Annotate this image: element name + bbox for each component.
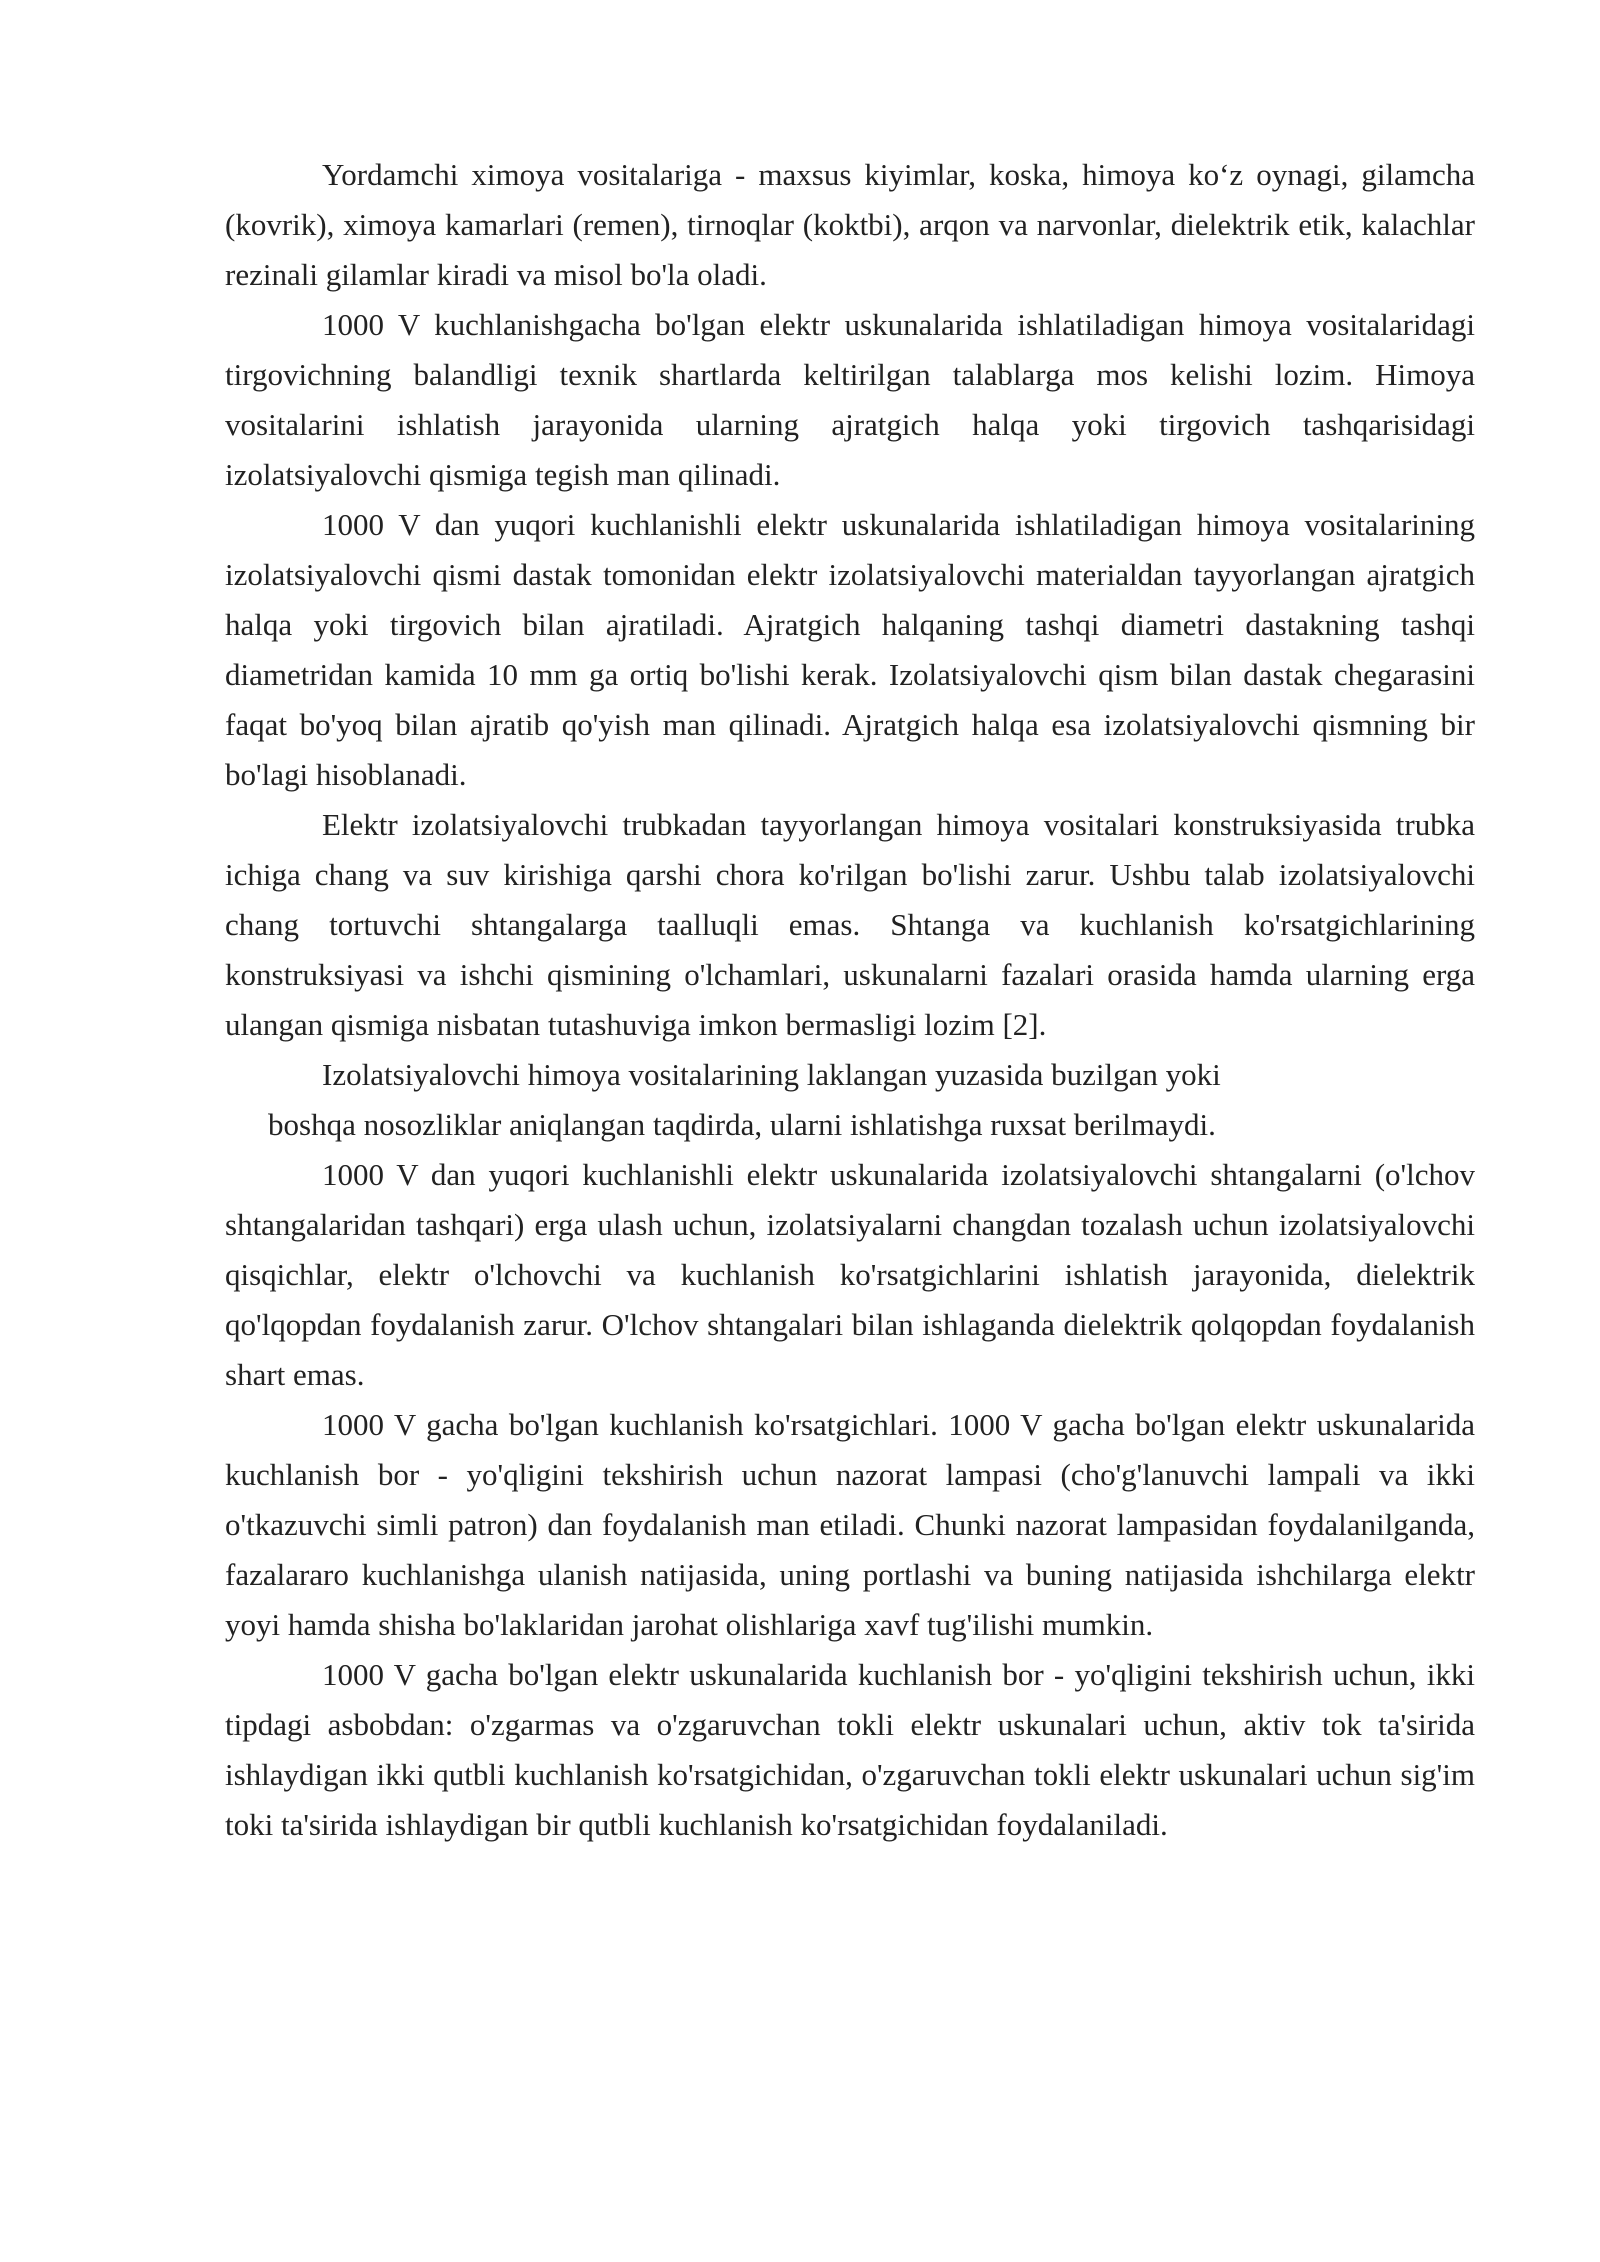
paragraph-lacquered-surface-line-1: Izolatsiyalovchi himoya vositalarining laklangan yuzasida buzilgan yoki <box>322 1057 1221 1092</box>
paragraph-separating-ring: 1000 V dan yuqori kuchlanishli elektr uskunalarida ishlatiladigan himoya vositalarining izolatsiyalovchi qismi dastak tomonidan elektr izolatsiyalovchi materialdan tayyorlangan ajratgich halqa yoki tirgovich bilan ajratiladi. Ajratgich halqaning tashqi diametri dastakning tashqi diametridan kamida 10 mm ga ortiq bo'lishi kerak. Izolatsiyalovchi qism bilan dastak chegarasini faqat bo'yoq bilan ajratib qo'yish man qilinadi. Ajratgich halqa esa izolatsiyalovchi qismning bir bo'lagi hisoblanadi. <box>225 507 1475 792</box>
paragraph-tube-construction: Elektr izolatsiyalovchi trubkadan tayyorlangan himoya vositalari konstruksiyasida trubka ichiga chang va suv kirishiga qarshi chora ko'rilgan bo'lishi zarur. Ushbu talab izolatsiyalovchi chang tortuvchi shtangalarga taalluqli emas. Shtanga va kuchlanish ko'rsatgichlarining konstruksiyasi va ishchi qismining o'lchamlari, uskunalarni fazalari orasida hamda ularning erga ulangan qismiga nisbatan tutashuviga imkon bermasligi lozim [2]. <box>225 807 1475 1042</box>
paragraph-auxiliary-protective-means: Yordamchi ximoya vositalariga - maxsus kiyimlar, koska, himoya ko‘z oynagi, gilamcha (kovrik), ximoya kamarlari (remen), tirnoqlar (koktbi), arqon va narvonlar, dielektrik etik, kalachlar rezinali gilamlar kiradi va misol bo'la oladi. <box>225 157 1475 292</box>
document-page <box>225 150 1475 1850</box>
paragraph-indicator-types: 1000 V gacha bo'lgan elektr uskunalarida kuchlanish bor - yo'qligini tekshirish uchun, ikki tipdagi asbobdan: o'zgarmas va o'zgaruvchan tokli elektr uskunalari uchun, aktiv tok ta'sirida ishlaydigan ikki qutbli kuchlanish ko'rsatgichidan, o'zgaruvchan tokli elektr uskunalari uchun sig'im toki ta'sirida ishlaydigan bir qutbli kuchlanish ko'rsatgichidan foydalaniladi. <box>225 1657 1475 1842</box>
paragraph-voltage-indicators: 1000 V gacha bo'lgan kuchlanish ko'rsatgichlari. 1000 V gacha bo'lgan elektr uskunalarida kuchlanish bor - yo'qligini tekshirish uchun nazorat lampasi (cho'g'lanuvchi lampali va ikki o'tkazuvchi simli patron) dan foydalanish man etiladi. Chunki nazorat lampasidan foydalanilganda, fazalararo kuchlanishga ulanish natijasida, uning portlashi va buning natijasida ishchilarga elektr yoyi hamda shisha bo'laklaridan jarohat olishlariga xavf tug'ilishi mumkin. <box>225 1407 1475 1642</box>
paragraph-support-height: 1000 V kuchlanishgacha bo'lgan elektr uskunalarida ishlatiladigan himoya vositalaridagi tirgovichning balandligi texnik shartlarda keltirilgan talablarga mos kelishi lozim. Himoya vositalarini ishlatish jarayonida ularning ajratgich halqa yoki tirgovich tashqarisidagi izolatsiyalovchi qismiga tegish man qilinadi. <box>225 307 1475 492</box>
paragraph-lacquered-surface-line-2: boshqa nosozliklar aniqlangan taqdirda, ularni ishlatishga ruxsat berilmaydi. <box>268 1107 1216 1142</box>
paragraph-dielectric-gloves: 1000 V dan yuqori kuchlanishli elektr uskunalarida izolatsiyalovchi shtangalarni (o'lchov shtangalaridan tashqari) erga ulash uchun, izolatsiyalarni changdan tozalash uchun izolatsiyalovchi qisqichlar, elektr o'lchovchi va kuchlanish ko'rsatgichlarini ishlatish jarayonida, dielektrik qo'lqopdan foydalanish zarur. O'lchov shtangalari bilan ishlaganda dielektrik qolqopdan foydalanish shart emas. <box>225 1157 1475 1392</box>
paragraph-lacquered-surface <box>225 1050 1475 1150</box>
